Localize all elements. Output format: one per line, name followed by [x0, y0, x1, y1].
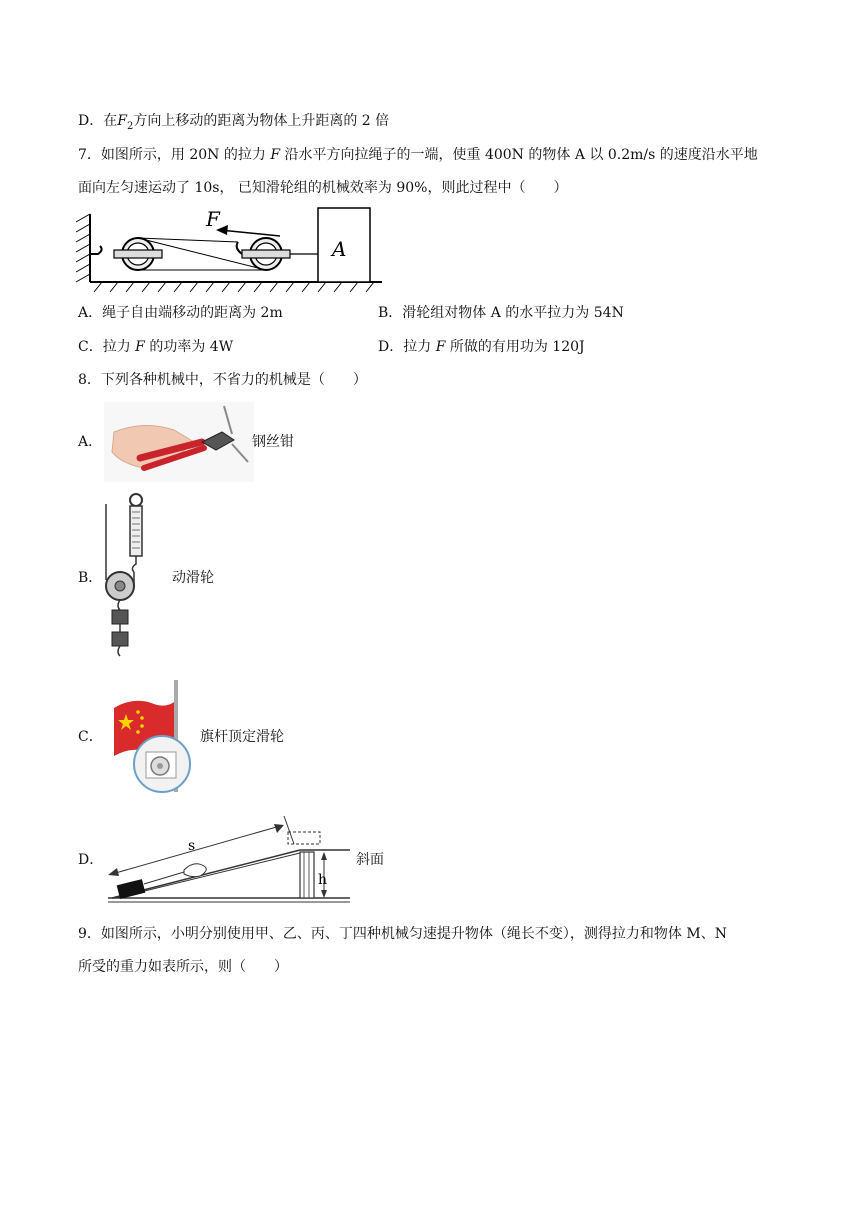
force-f-label: F — [206, 207, 220, 231]
q9-stem-line1: 9．如图所示，小明分别使用甲、乙、丙、丁四种机械匀速提升物体（绳长不变），测得拉力和物体 M、N — [78, 926, 727, 942]
incline-h-label: h — [318, 872, 328, 888]
q7-stem-line2: 面向左匀速运动了 10s， 已知滑轮组的机械效率为 90%，则此过程中（ ） — [78, 180, 568, 196]
q7-option-b[interactable]: B．滑轮组对物体 A 的水平拉力为 54N — [378, 305, 624, 321]
q7-option-a[interactable]: A．绳子自由端移动的距离为 2m — [78, 305, 283, 321]
q8-option-d-letter[interactable]: D． — [78, 852, 104, 868]
q6-option-d: D．在$F_2$方向上移动的距离为物体上升距离的 2 倍 — [78, 113, 390, 132]
q8-option-c-caption: 旗杆顶定滑轮 — [200, 729, 284, 745]
q8-incline-image — [104, 812, 354, 904]
q7-option-c[interactable]: C．拉力 F 的功率为 4W — [78, 339, 234, 355]
q8-pliers-image — [104, 402, 254, 482]
q8-option-d-caption: 斜面 — [356, 852, 384, 868]
q8-movable-pulley-image — [98, 490, 168, 660]
q8-option-a-letter[interactable]: A． — [78, 434, 103, 450]
incline-s-label: s — [188, 838, 196, 854]
block-a-label: A — [332, 237, 347, 261]
q8-flagpole-pulley-image — [104, 680, 190, 792]
q8-stem: 8．下列各种机械中，不省力的机械是（ ） — [78, 372, 367, 388]
q8-option-c-letter[interactable]: C． — [78, 729, 103, 745]
q7-stem-line1: 7．如图所示，用 20N 的拉力 F 沿水平方向拉绳子的一端，使重 400N 的物体 A 以 0.2m/s 的速度沿水平地 — [78, 147, 758, 163]
q8-option-b-caption: 动滑轮 — [172, 570, 214, 586]
q8-option-b-letter[interactable]: B． — [78, 570, 103, 586]
q9-stem-line2: 所受的重力如表所示，则（ ） — [78, 959, 288, 975]
q8-option-a-caption: 钢丝钳 — [252, 434, 294, 450]
q7-option-d[interactable]: D．拉力 F 所做的有用功为 120J — [378, 339, 585, 355]
q7-pulley-figure — [70, 200, 390, 300]
